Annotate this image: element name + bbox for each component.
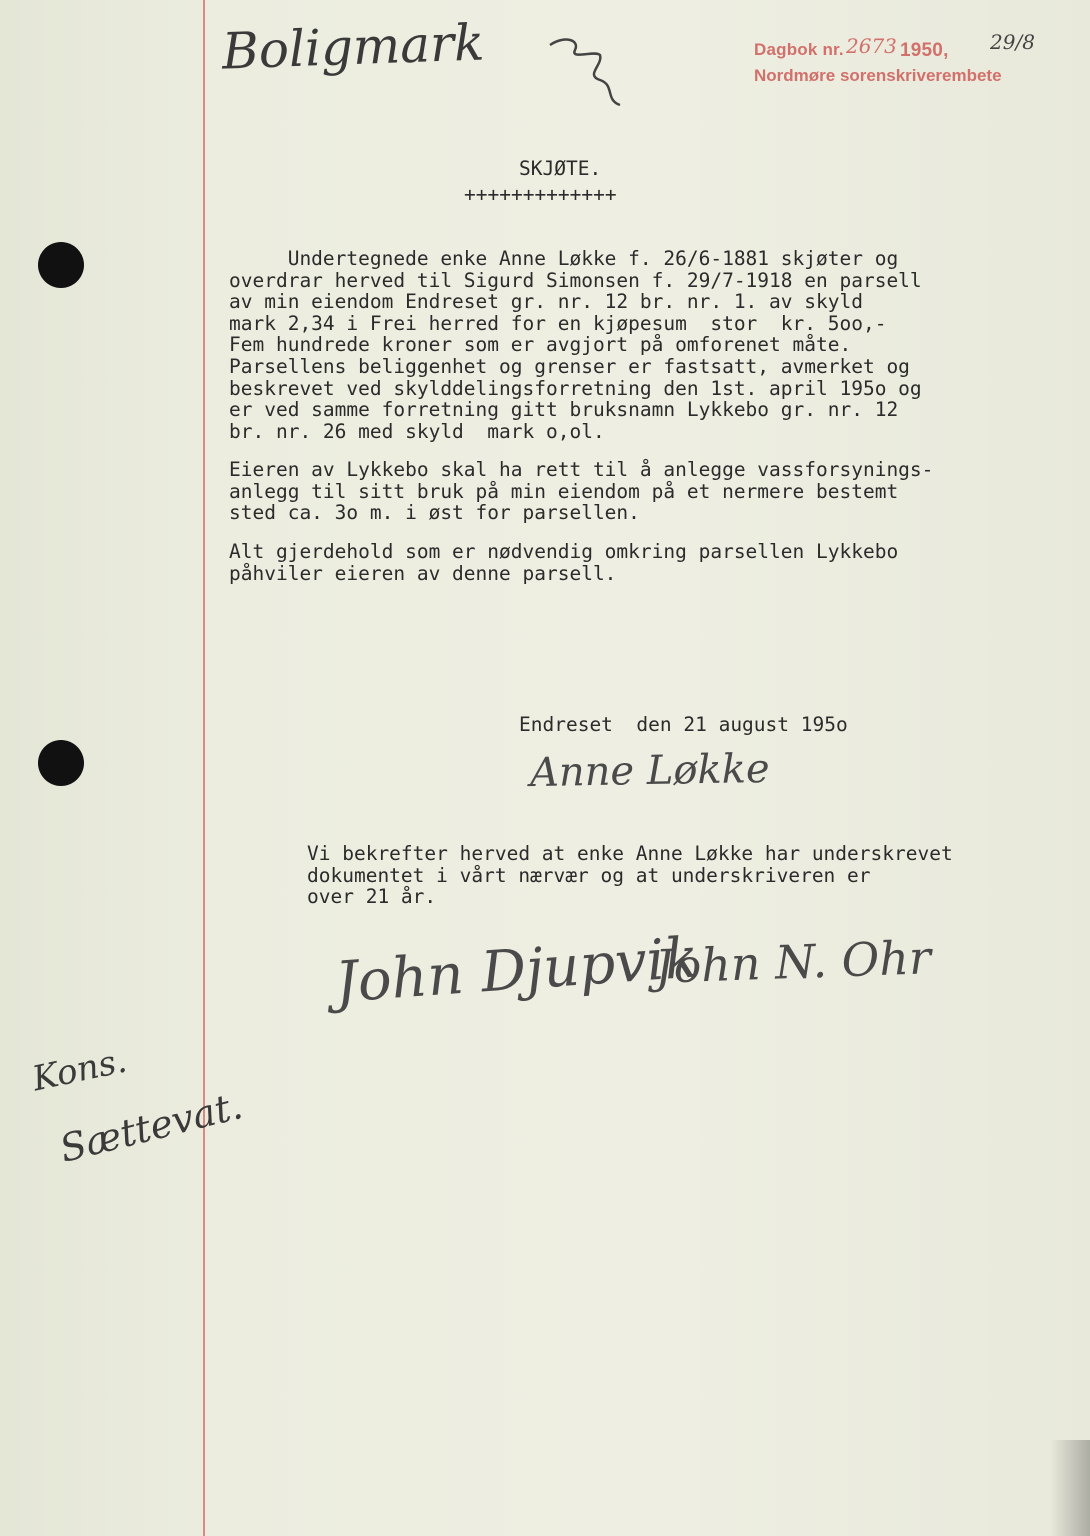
- signature-witness-2: John N. Ohr: [654, 930, 932, 994]
- paragraph-conveyance: [229, 248, 1019, 442]
- page-edge-shadow: [1050, 1440, 1090, 1536]
- text-line: sted ca. 3o m. i øst for parsellen.: [229, 501, 640, 525]
- paragraph-water-rights: [229, 459, 1019, 524]
- text-line: overdrar herved til Sigurd Simonsen f. 29/7-1918 en parsell: [229, 268, 922, 292]
- stamp-date-note: 29/8: [990, 30, 1035, 54]
- text-line: beskrevet ved skylddelingsforretning den 1st. april 195o og: [229, 376, 922, 400]
- stamp-label: Dagbok nr.: [754, 40, 844, 59]
- punch-hole: [38, 740, 84, 786]
- signature-witness-1: John Djupvik: [333, 925, 701, 1016]
- text-line: er ved samme forretning gitt bruksnamn Lykkebo gr. nr. 12: [229, 398, 899, 422]
- text-line: over 21 år.: [307, 885, 437, 909]
- punch-hole: [38, 242, 84, 288]
- title-underline: +++++++++++++: [464, 183, 617, 206]
- text-line: påhviler eieren av denne parsell.: [229, 561, 617, 585]
- text-line: br. nr. 26 med skyld mark o,ol.: [229, 419, 605, 443]
- text-line: av min eiendom Endreset gr. nr. 12 br. nr. 1. av skyld: [229, 290, 863, 314]
- margin-note-line1: Kons.: [28, 1040, 131, 1100]
- stamp-journal-number: 2673: [846, 34, 897, 58]
- text-line: Parsellens beliggenhet og grenser er fastsatt, avmerket og: [229, 354, 910, 378]
- text-line: Eieren av Lykkebo skal ha rett til å anlegge vassforsynings-: [229, 458, 934, 481]
- text-line: Alt gjerdehold som er nødvendig omkring parsellen Lykkebo: [229, 540, 899, 563]
- witness-statement: [307, 843, 1027, 908]
- stamp-office: Nordmøre sorenskriverembete: [754, 66, 1002, 85]
- text-line: mark 2,34 i Frei herred for en kjøpesum stor kr. 5oo,-: [229, 311, 887, 335]
- text-line: anlegg til sitt bruk på min eiendom på et nermere bestemt: [229, 479, 899, 503]
- document-title: SKJØTE.: [519, 157, 602, 180]
- signature-seller: Anne Løkke: [529, 745, 770, 797]
- stamp-year: 1950,: [900, 40, 949, 61]
- handwritten-annotation: Boligmark: [221, 13, 486, 81]
- place-date: Endreset den 21 august 195o: [519, 713, 848, 736]
- text-line: Fem hundrede kroner som er avgjort på omforenet måte.: [229, 333, 852, 357]
- margin-line: [203, 0, 205, 1536]
- margin-note-line2: Sættevat.: [55, 1083, 247, 1171]
- text-line: dokumentet i vårt nærvær og at underskriveren er: [307, 863, 871, 887]
- paragraph-fencing: [229, 541, 1019, 584]
- text-line: Vi bekrefter herved at enke Anne Løkke har underskrevet: [307, 842, 953, 865]
- handwritten-flourish: [545, 25, 625, 110]
- text-line: Undertegnede enke Anne Løkke f. 26/6-1881 skjøter og: [229, 247, 899, 270]
